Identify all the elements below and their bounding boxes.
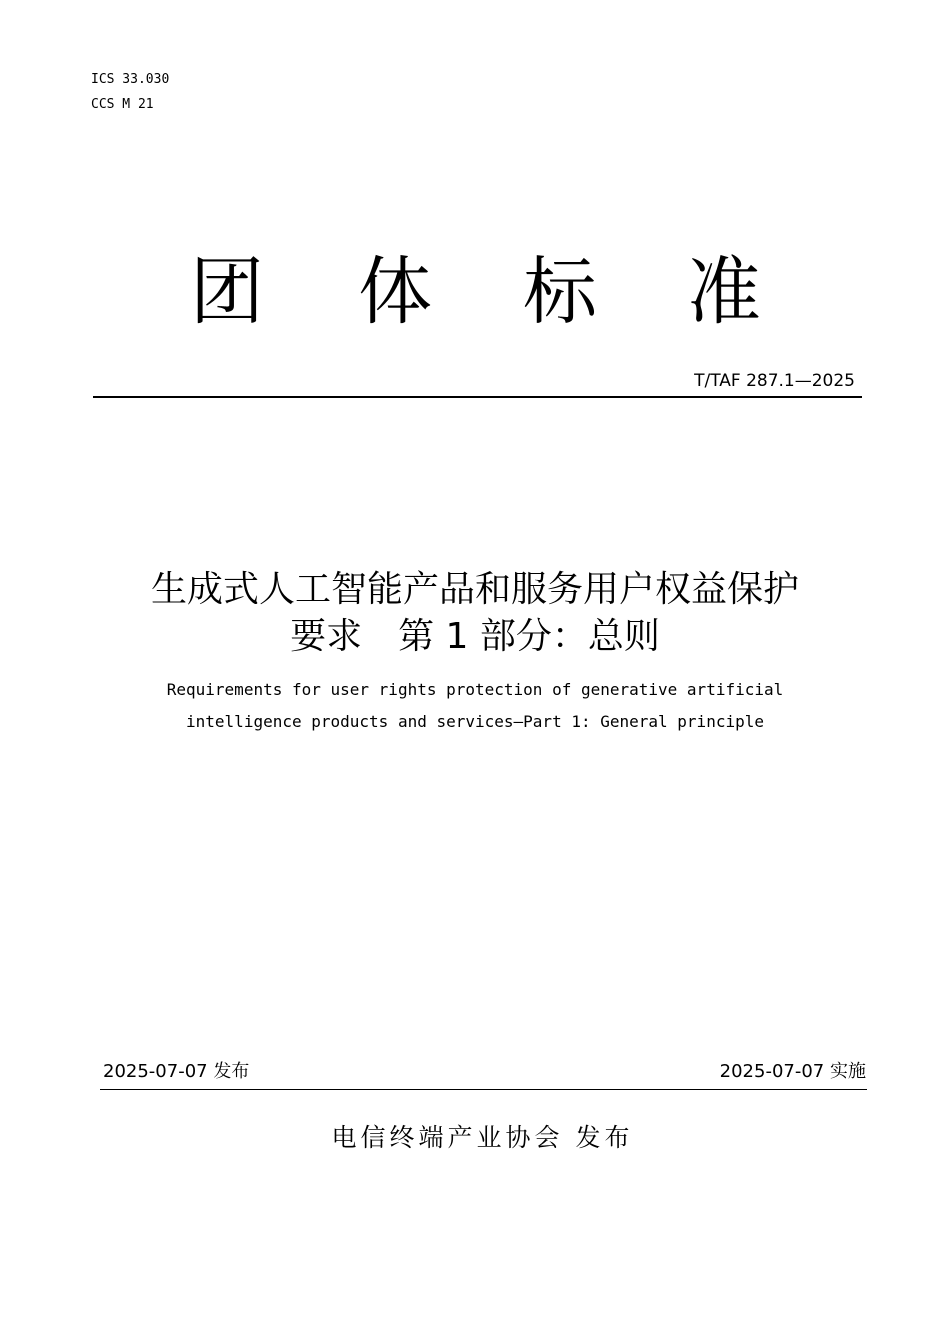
chinese-title-line-1: 生成式人工智能产品和服务用户权益保护 bbox=[150, 569, 799, 610]
ccs-code: CCS M 21 bbox=[91, 97, 154, 112]
standard-type-char: 标 bbox=[523, 249, 597, 335]
implement-date: 2025-07-07 实施 bbox=[719, 1061, 866, 1082]
header-divider bbox=[93, 396, 862, 398]
standard-number: T/TAF 287.1—2025 bbox=[694, 371, 855, 391]
ics-code: ICS 33.030 bbox=[91, 72, 170, 87]
english-title-line-2: intelligence products and services—Part 1: General principle bbox=[186, 712, 764, 731]
chinese-title-line-2: 要求 第 1 部分：总则 bbox=[290, 616, 660, 657]
standard-type-char: 准 bbox=[687, 249, 761, 335]
standard-type-char: 团 bbox=[190, 249, 264, 335]
footer-divider bbox=[100, 1089, 867, 1090]
standard-type-char: 体 bbox=[358, 249, 432, 335]
publisher: 电信终端产业协会 发布 bbox=[331, 1123, 634, 1152]
english-title-line-1: Requirements for user rights protection of generative artificial bbox=[166, 680, 784, 699]
publish-date: 2025-07-07 发布 bbox=[103, 1061, 250, 1082]
